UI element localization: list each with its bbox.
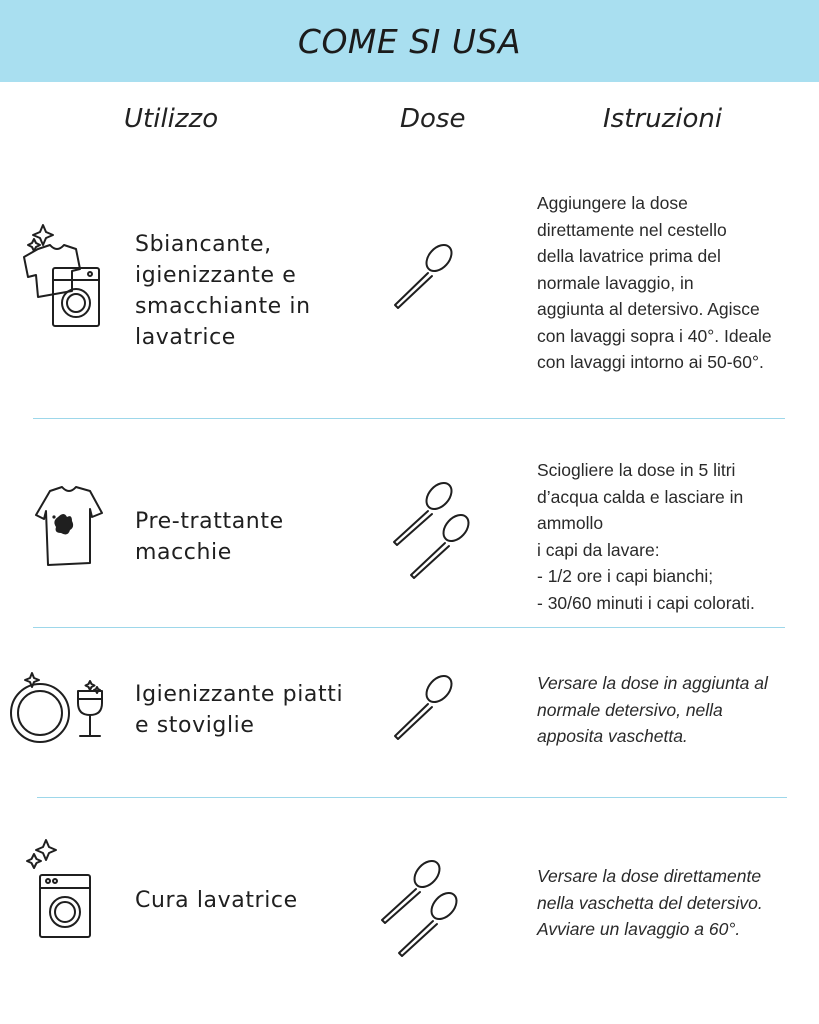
title-banner [0,0,819,82]
page-title: COME SI USA [297,21,522,61]
washing-machine-icon [24,840,94,940]
row-label-bleach: Sbiancante, igienizzante e smacchiante in lavatrice [135,232,311,350]
two-spoons-icon [378,860,462,958]
laundry-washing-machine-icon [20,225,104,331]
column-header-dose: Dose [400,104,466,134]
stained-shirt-icon [34,487,104,567]
row-label-pretreatment: Pre-trattante macchie [135,509,284,565]
column-header-usage: Utilizzo [124,104,219,134]
plate-and-glass-icon [10,673,106,745]
row-label-machine-care: Cura lavatrice [135,888,298,913]
column-header-instructions: Istruzioni [603,104,723,134]
instructions-row-4: Versare la dose direttamente nella vaschetta del detersivo. Avviare un lavaggio a 60°. [537,866,763,939]
row-divider [33,627,785,628]
one-spoon-icon [388,243,458,311]
row-divider [33,418,785,419]
instructions-row-1: Aggiungere la dose direttamente nel cestello della lavatrice prima del normale lavaggio, in aggiunta al detersivo. Agisce con lavaggi sopra i 40°. Ideale con lavaggi intorno ai 50-60°. [537,193,772,372]
instructions-row-3: Versare la dose in aggiunta al normale detersivo, nella apposita vaschetta. [537,673,768,746]
one-spoon-icon [388,674,458,742]
row-divider [37,797,787,798]
two-spoons-icon [390,482,474,580]
instructions-row-2: Sciogliere la dose in 5 litri d’acqua calda e lasciare in ammollo i capi da lavare: - 1/2 ore i capi bianchi; - 30/60 minuti i capi colorati. [537,460,755,613]
row-label-dishes: Igienizzante piatti e stoviglie [135,682,344,738]
